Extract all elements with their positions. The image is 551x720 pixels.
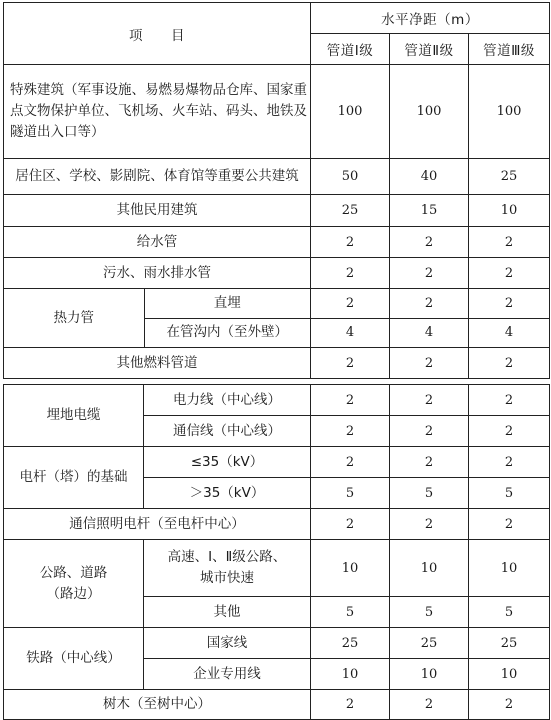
- value-cell: 2: [311, 348, 390, 379]
- value-cell: 100: [469, 65, 550, 159]
- sub-label-in-trench: 在管沟内（至外壁）: [144, 318, 310, 347]
- value-cell: 25: [311, 628, 390, 659]
- value-cell: 5: [469, 597, 550, 628]
- value-cell: 10: [469, 659, 550, 690]
- sub-label-gt-35kv: ＞35（kV）: [144, 478, 311, 509]
- table-row: [4, 65, 550, 159]
- header-grade-1: 管道Ⅰ级: [311, 34, 390, 65]
- value-cell: 2: [469, 258, 550, 289]
- value-cell: 10: [390, 659, 469, 690]
- value-cell: 2: [469, 416, 550, 447]
- highway-label-line1: 高速、Ⅰ、Ⅱ级公路、: [167, 549, 287, 565]
- value-cell: 2: [390, 416, 469, 447]
- value-cell: 2: [390, 227, 469, 258]
- value-cell: 2: [311, 289, 389, 318]
- table-row: [4, 385, 550, 416]
- value-cell: 2: [469, 348, 550, 379]
- row-label-railway: 铁路（中心线）: [4, 628, 144, 690]
- row-label-road: [4, 540, 144, 628]
- value-cell: 10: [311, 659, 390, 690]
- sub-label-power-line: 电力线（中心线）: [144, 385, 311, 416]
- value-cell: 2: [311, 385, 390, 416]
- value-cell: 2: [311, 447, 390, 478]
- heat-values-g3: [469, 289, 549, 347]
- value-cell: 25: [390, 628, 469, 659]
- table-row: [4, 227, 550, 258]
- value-cell: 25: [469, 159, 550, 195]
- header-horizontal-distance: 水平净距（m）: [311, 3, 550, 34]
- road-label-line2: （路边）: [46, 585, 101, 602]
- value-cell: 2: [390, 348, 469, 379]
- distance-table-upper: [3, 2, 550, 379]
- heat-values-g1: [311, 289, 389, 347]
- heat-subtable: [4, 289, 310, 347]
- highway-label-line2: 城市快速: [200, 570, 254, 586]
- table-row: [4, 540, 550, 597]
- heat-values-g2: [390, 289, 468, 347]
- row-label-other-fuel: 其他燃料管道: [4, 348, 311, 379]
- value-cell: 25: [311, 195, 390, 227]
- value-cell: 2: [390, 258, 469, 289]
- row-label-heat: 热力管: [4, 289, 144, 347]
- value-cell: 2: [311, 509, 390, 540]
- value-cell: 10: [311, 540, 390, 597]
- value-cell: 40: [390, 159, 469, 195]
- road-label-line1: 公路、道路: [39, 564, 108, 581]
- sub-label-le-35kv: ≤35（kV）: [144, 447, 311, 478]
- table-row: [4, 509, 550, 540]
- value-cell: 2: [311, 227, 390, 258]
- table-row: [4, 289, 550, 348]
- sub-label-highway: [144, 540, 311, 597]
- value-cell: 2: [390, 289, 468, 318]
- value-cell: 100: [390, 65, 469, 159]
- distance-table-lower: [3, 384, 550, 720]
- value-cell: 5: [390, 597, 469, 628]
- value-cell: 2: [469, 227, 550, 258]
- sub-label-telecom-line: 通信线（中心线）: [144, 416, 311, 447]
- table-row: [4, 195, 550, 227]
- table-row: [4, 348, 550, 379]
- row-label-telecom-pole: 通信照明电杆（至电杆中心）: [4, 509, 311, 540]
- table-row: [4, 628, 550, 659]
- value-cell: 4: [390, 318, 468, 347]
- value-cell: 2: [311, 416, 390, 447]
- value-cell: 2: [390, 509, 469, 540]
- value-cell: 4: [311, 318, 389, 347]
- header-grade-3: 管道Ⅲ级: [469, 34, 550, 65]
- value-cell: 2: [469, 509, 550, 540]
- sub-label-national-line: 国家线: [144, 628, 311, 659]
- value-cell: 10: [390, 540, 469, 597]
- value-cell: 2: [469, 690, 550, 720]
- table-row: [4, 690, 550, 720]
- value-cell: 2: [311, 258, 390, 289]
- value-cell: 50: [311, 159, 390, 195]
- sub-label-road-other: 其他: [144, 597, 311, 628]
- table-row: [4, 258, 550, 289]
- value-cell: 5: [311, 597, 390, 628]
- row-label-public-buildings: 居住区、学校、影剧院、体育馆等重要公共建筑: [4, 159, 311, 195]
- row-label-special-buildings: 特殊建筑（军事设施、易燃易爆物品仓库、国家重点文物保护单位、飞机场、火车站、码头、地铁及隧道出入口等）: [4, 65, 311, 159]
- value-cell: 5: [469, 478, 550, 509]
- table-row: [4, 447, 550, 478]
- value-cell: 2: [390, 447, 469, 478]
- value-cell: 2: [390, 690, 469, 720]
- value-cell: 2: [390, 385, 469, 416]
- header-grade-2: 管道Ⅱ级: [390, 34, 469, 65]
- value-cell: 2: [469, 447, 550, 478]
- row-label-trees: 树木（至树中心）: [4, 690, 311, 720]
- value-cell: 25: [469, 628, 550, 659]
- value-cell: 2: [469, 289, 549, 318]
- sub-label-enterprise-line: 企业专用线: [144, 659, 311, 690]
- value-cell: 10: [469, 540, 550, 597]
- value-cell: 2: [311, 690, 390, 720]
- row-label-pole-foundation: 电杆（塔）的基础: [4, 447, 144, 509]
- row-label-buried-cable: 埋地电缆: [4, 385, 144, 447]
- value-cell: 5: [311, 478, 390, 509]
- table-row: [4, 159, 550, 195]
- value-cell: 15: [390, 195, 469, 227]
- row-label-water-supply: 给水管: [4, 227, 311, 258]
- sub-label-direct-buried: 直埋: [144, 289, 310, 318]
- row-label-drainage: 污水、雨水排水管: [4, 258, 311, 289]
- value-cell: 5: [390, 478, 469, 509]
- header-item: 项 目: [4, 3, 311, 65]
- value-cell: 10: [469, 195, 550, 227]
- row-label-other-civil: 其他民用建筑: [4, 195, 311, 227]
- value-cell: 4: [469, 318, 549, 347]
- value-cell: 100: [311, 65, 390, 159]
- value-cell: 2: [469, 385, 550, 416]
